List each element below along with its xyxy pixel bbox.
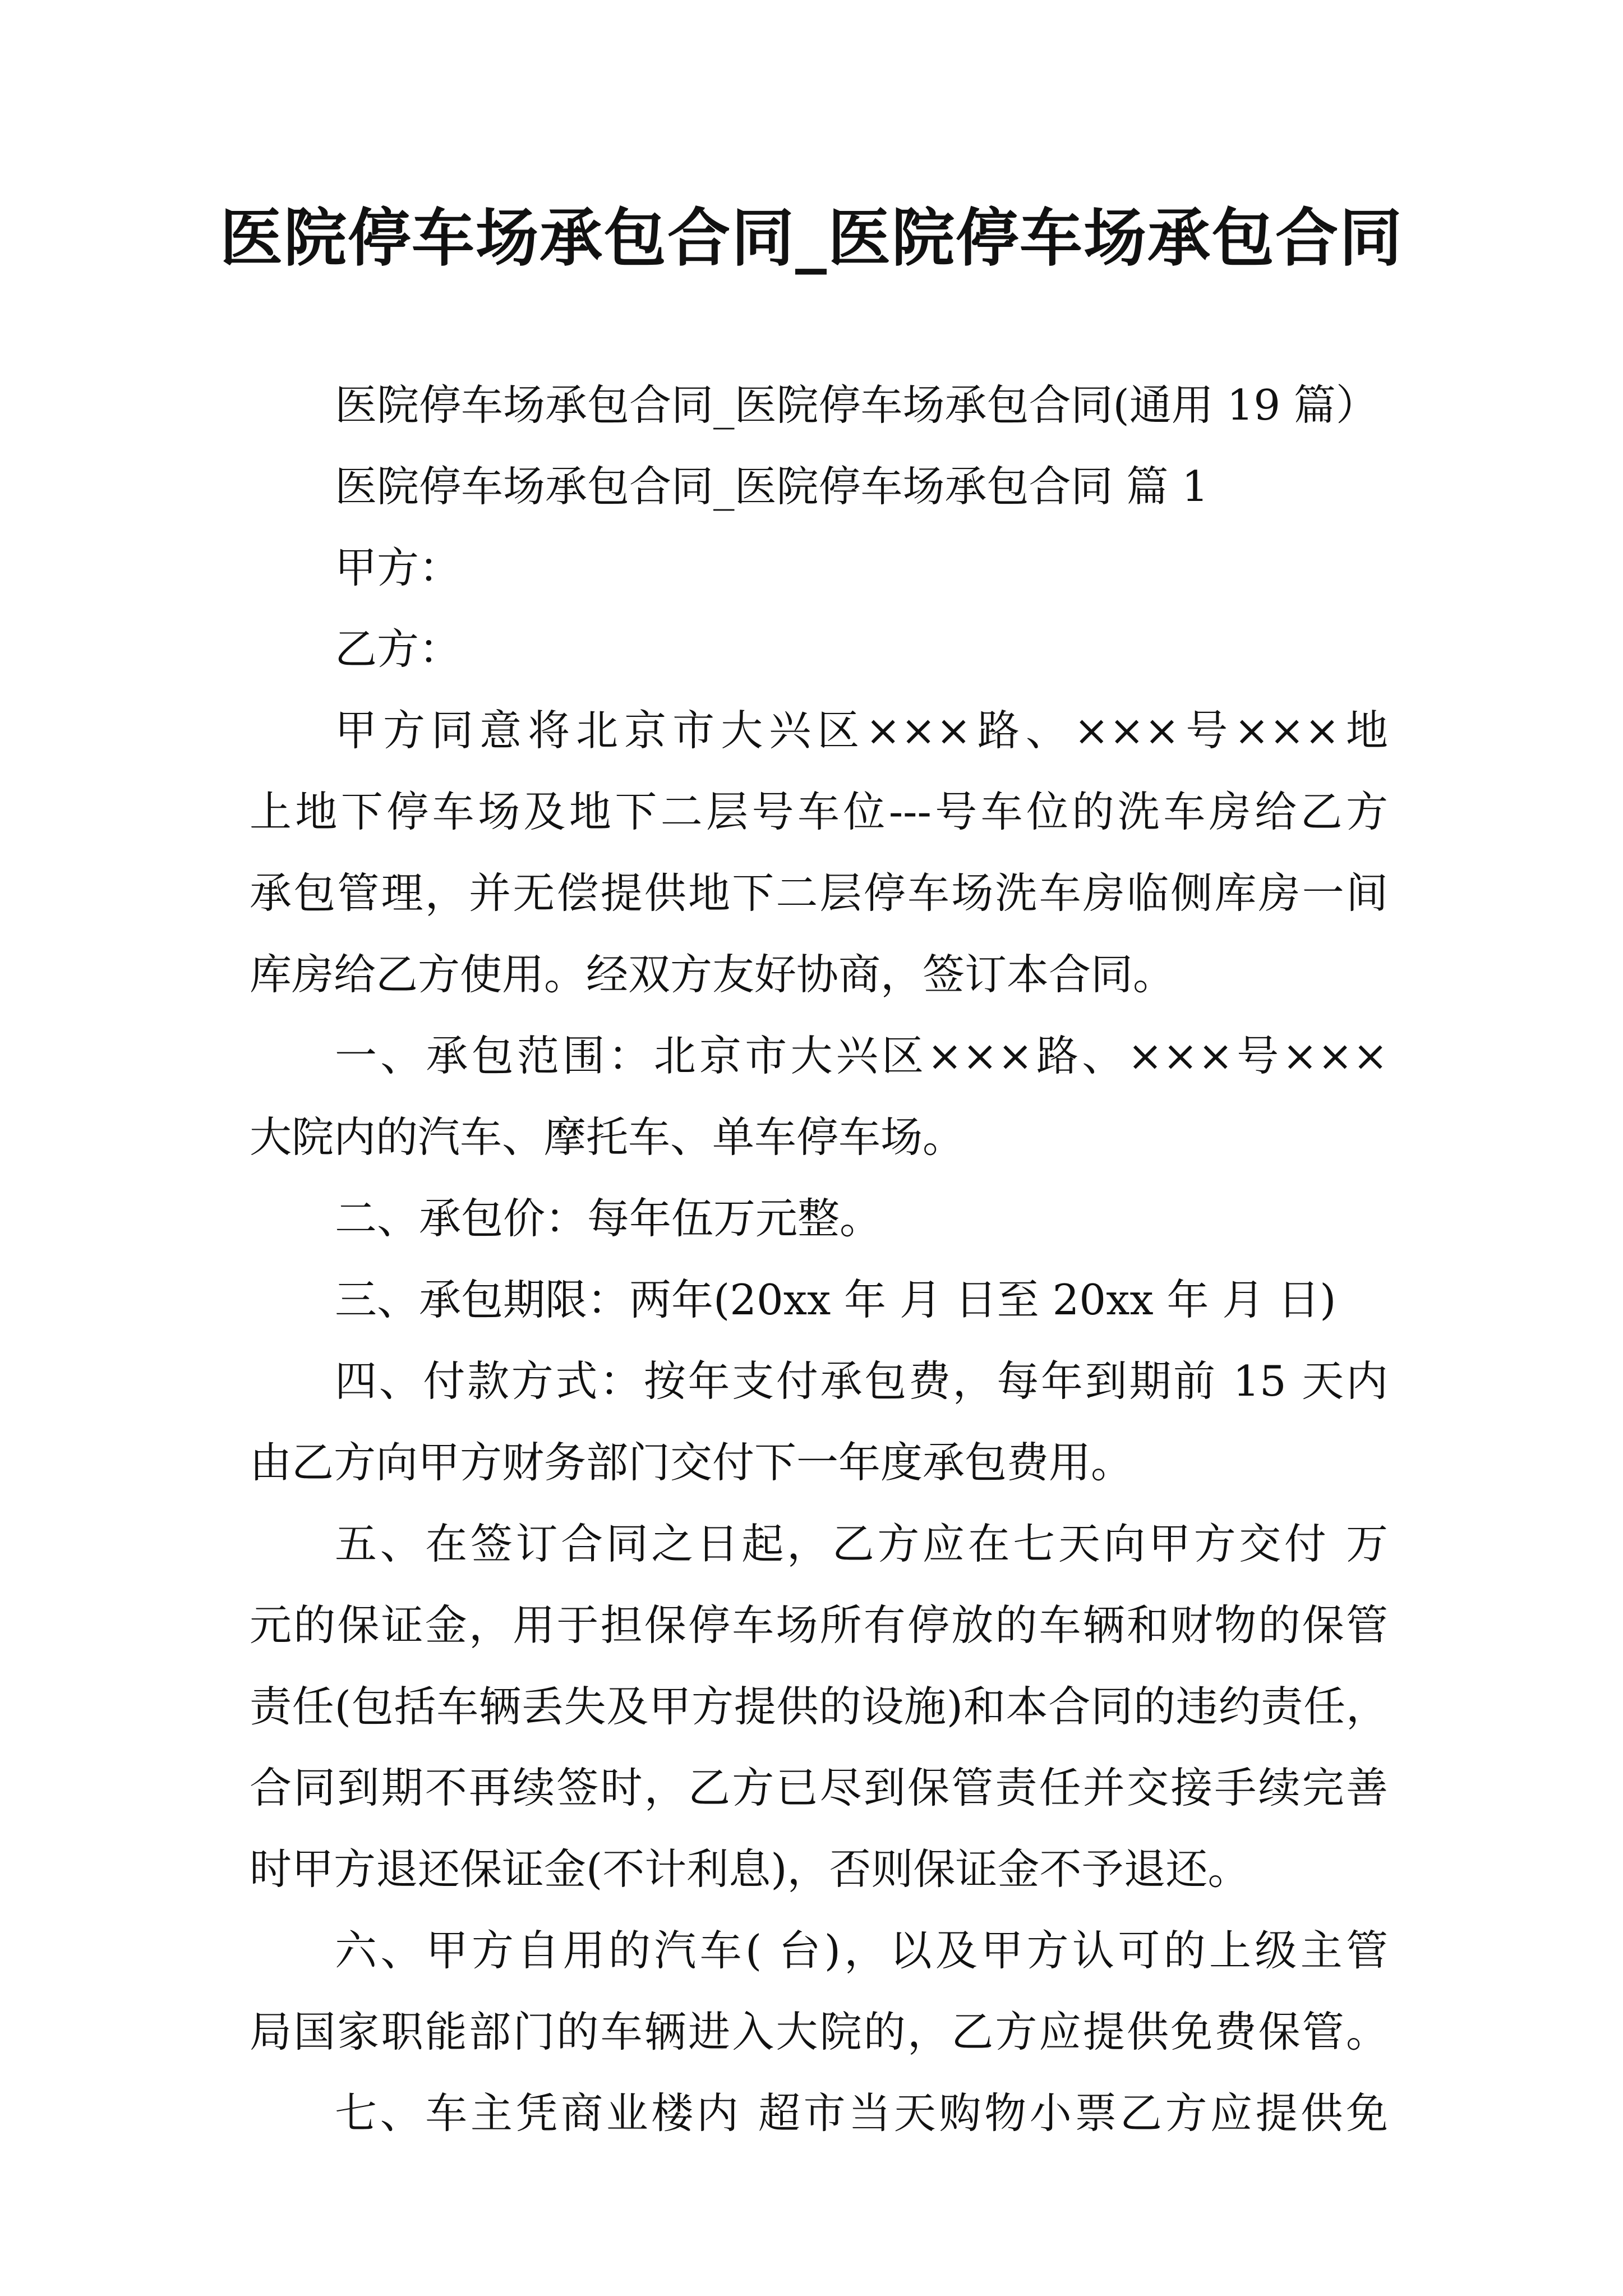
clause-line: 四、付款方式：按年支付承包费，每年到期前 15 天内 bbox=[335, 1356, 1388, 1406]
clause-line: 三、承包期限：两年(20xx 年 月 日至 20xx 年 月 日) bbox=[335, 1275, 1336, 1324]
clause-line: 由乙方向甲方财务部门交付下一年度承包费用。 bbox=[250, 1438, 1133, 1487]
paragraph-line: 甲方同意将北京市大兴区×××路、×××号×××地 bbox=[335, 706, 1388, 755]
clause-line: 元的保证金，用于担保停车场所有停放的车辆和财物的保管 bbox=[250, 1600, 1388, 1650]
clause-line: 五、在签订合同之日起，乙方应在七天向甲方交付 万 bbox=[335, 1519, 1388, 1568]
document-body bbox=[250, 365, 1388, 2154]
party-b-line: 乙方： bbox=[335, 624, 462, 674]
clause-line: 大院内的汽车、摩托车、单车停车场。 bbox=[250, 1112, 965, 1162]
clause-line: 局国家职能部门的车辆进入大院的，乙方应提供免费保管。 bbox=[250, 2007, 1388, 2056]
clause-line: 二、承包价：每年伍万元整。 bbox=[335, 1194, 882, 1243]
paragraph-line: 库房给乙方使用。经双方友好协商，签订本合同。 bbox=[250, 950, 1175, 999]
subtitle-line: 医院停车场承包合同_医院停车场承包合同(通用 19 篇） bbox=[335, 380, 1378, 430]
section-heading: 医院停车场承包合同_医院停车场承包合同 篇 1 bbox=[335, 462, 1209, 511]
clause-line: 七、车主凭商业楼内 超市当天购物小票乙方应提供免 bbox=[335, 2088, 1388, 2138]
clause-line: 一、承包范围：北京市大兴区×××路、×××号××× bbox=[335, 1031, 1388, 1080]
paragraph-line: 上地下停车场及地下二层号车位---号车位的洗车房给乙方 bbox=[250, 787, 1388, 836]
clause-line: 合同到期不再续签时，乙方已尽到保管责任并交接手续完善 bbox=[250, 1763, 1388, 1812]
clause-line: 六、甲方自用的汽车( 台)，以及甲方认可的上级主管 bbox=[335, 1926, 1388, 1975]
party-a-line: 甲方： bbox=[335, 543, 462, 592]
clause-line: 时甲方退还保证金(不计利息)，否则保证金不予退还。 bbox=[250, 1844, 1250, 1894]
document-title: 医院停车场承包合同_医院停车场承包合同 bbox=[220, 202, 1403, 275]
clause-line: 责任(包括车辆丢失及甲方提供的设施)和本合同的违约责任， bbox=[250, 1682, 1388, 1731]
paragraph-line: 承包管理，并无偿提供地下二层停车场洗车房临侧库房一间 bbox=[250, 868, 1388, 918]
